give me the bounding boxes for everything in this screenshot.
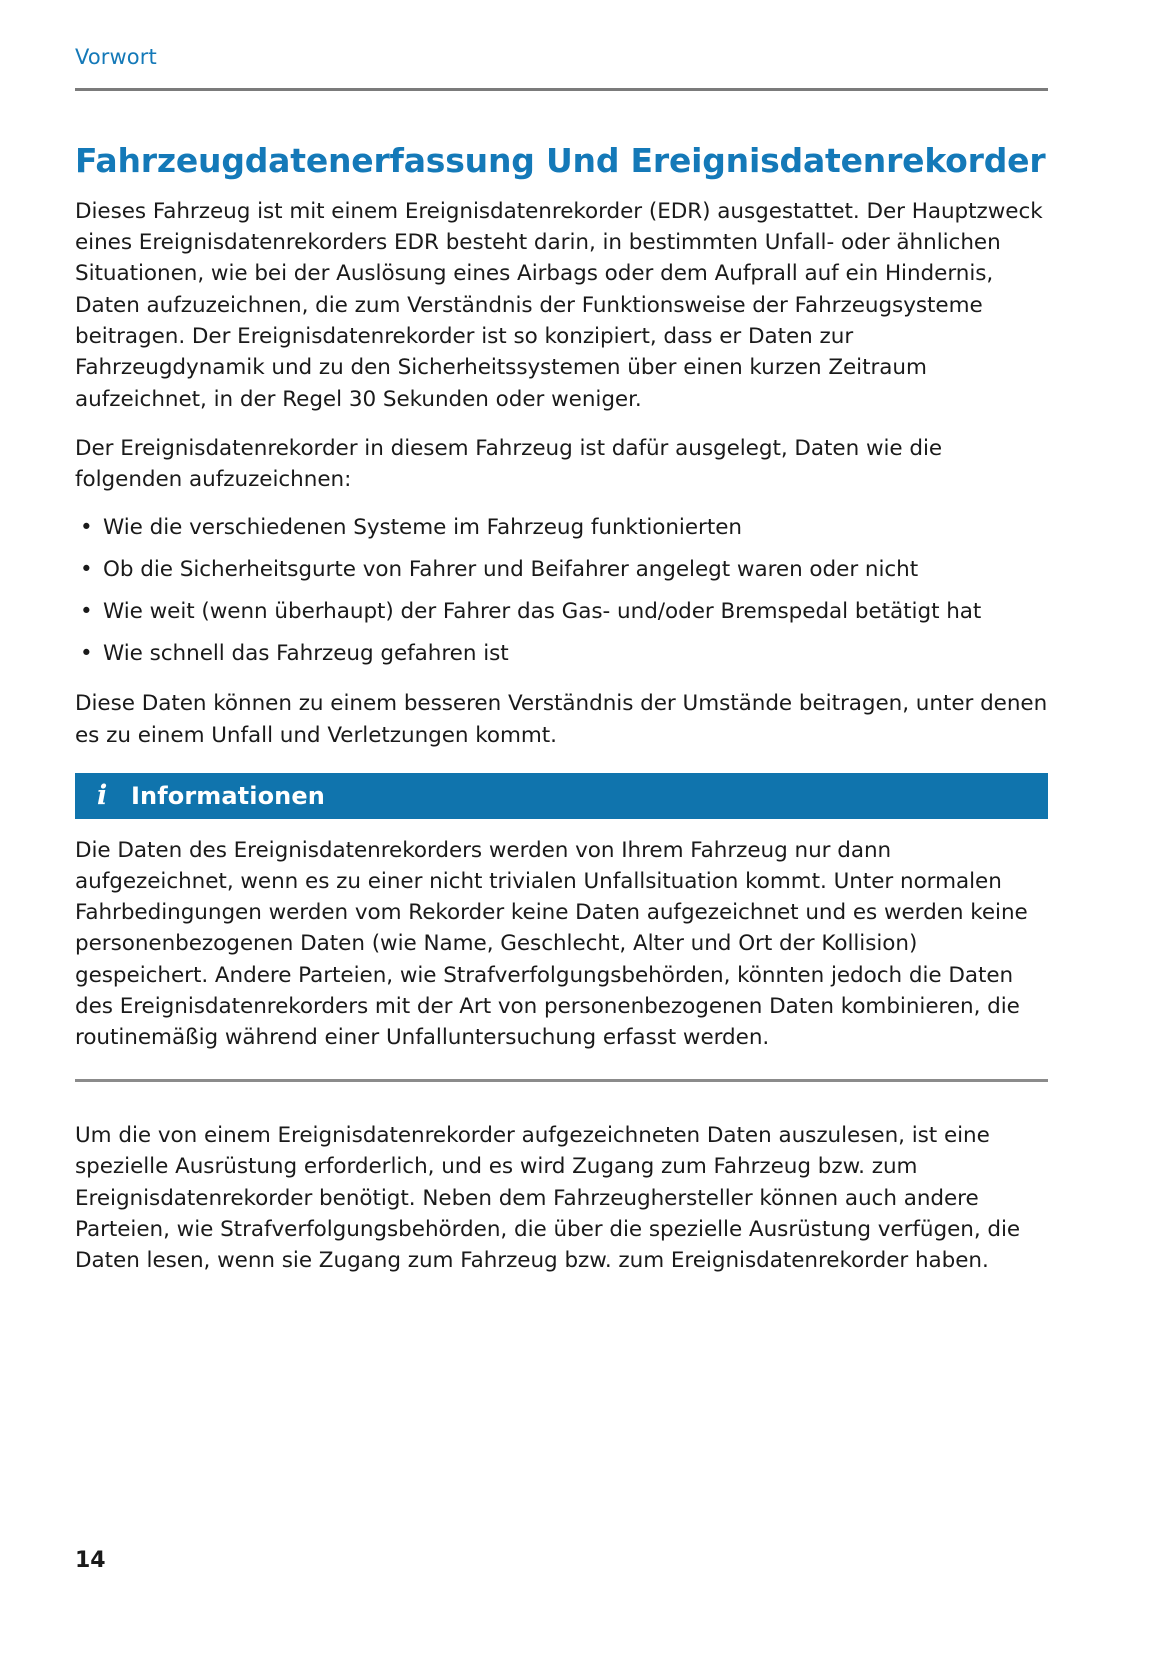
after-list-paragraph: Diese Daten können zu einem besseren Verständnis der Umstände beitragen, unter denen es zu einem Unfall und Verletzungen kommt. bbox=[75, 691, 1048, 748]
chapter-label: Vorwort bbox=[75, 45, 157, 69]
header-divider bbox=[75, 88, 1048, 91]
list-item-label: Wie die verschiedenen Systeme im Fahrzeug funktionierten bbox=[103, 515, 742, 541]
list-item bbox=[75, 513, 1048, 544]
info-box-header bbox=[75, 773, 1048, 819]
bullet-icon: • bbox=[80, 641, 93, 667]
list-item bbox=[75, 639, 1048, 670]
page-number: 14 bbox=[75, 1548, 106, 1573]
bullet-icon: • bbox=[80, 599, 93, 625]
running-header bbox=[75, 45, 1050, 70]
section-divider bbox=[75, 1079, 1048, 1082]
list-item-label: Wie weit (wenn überhaupt) der Fahrer das Gas- und/oder Bremspedal betätigt hat bbox=[103, 599, 982, 625]
info-box-title: Informationen bbox=[131, 781, 325, 810]
list-item-label: Ob die Sicherheitsgurte von Fahrer und Beifahrer angelegt waren oder nicht bbox=[103, 557, 919, 583]
list-item bbox=[75, 597, 1048, 628]
page-title: Fahrzeugdatenerfassung Und Ereignisdatenrekorder bbox=[75, 141, 1046, 180]
info-icon: i bbox=[97, 780, 108, 812]
list-item bbox=[75, 555, 1048, 586]
intro-paragraph: Dieses Fahrzeug ist mit einem Ereignisdatenrekorder (EDR) ausgestattet. Der Hauptzweck eines Ereignisdatenrekorders EDR besteht darin, in bestimmten Unfall- oder ähnlichen Situationen, wie bei der Auslösung eines Airbags oder dem Aufprall auf ein Hindernis, Daten aufzuzeichnen, die zum Verständnis der Funktionsweise der Fahrzeugsysteme beitragen. Der Ereignisdatenrekorder ist so konzipiert, dass er Daten zur Fahrzeugdynamik und zu den Sicherheitssystemen über einen kurzen Zeitraum aufzeichnet, in der Regel 30 Sekunden oder weniger. bbox=[75, 198, 1043, 412]
closing-block bbox=[75, 1120, 1048, 1276]
info-box-body bbox=[75, 835, 1048, 1053]
bullet-icon: • bbox=[80, 515, 93, 541]
page-content bbox=[75, 140, 1048, 1294]
closing-paragraph: Um die von einem Ereignisdatenrekorder aufgezeichneten Daten auszulesen, ist eine spezielle Ausrüstung erforderlich, und es wird Zugang zum Fahrzeug bzw. zum Ereignisdatenrekorder benötigt. Neben dem Fahrzeughersteller können auch andere Parteien, wie Strafverfolgungsbehörden, die über die spezielle Ausrüstung verfügen, die Daten lesen, wenn sie Zugang zum Fahrzeug bzw. zum Ereignisdatenrekorder haben. bbox=[75, 1123, 1021, 1274]
bullet-icon: • bbox=[80, 557, 93, 583]
list-item-label: Wie schnell das Fahrzeug gefahren ist bbox=[103, 641, 509, 667]
info-box-text: Die Daten des Ereignisdatenrekorders werden von Ihrem Fahrzeug nur dann aufgezeichnet, wenn es zu einer nicht trivialen Unfallsituation kommt. Unter normalen Fahrbedingungen werden vom Rekorder keine Daten aufgezeichnet und es werden keine personenbezogenen Daten (wie Name, Geschlecht, Alter und Ort der Kollision) gespeichert. Andere Parteien, wie Strafverfolgungsbehörden, könnten jedoch die Daten des Ereignisdatenrekorders mit der Art von personenbezogenen Daten kombinieren, die routinemäßig während einer Unfalluntersuchung erfasst werden. bbox=[75, 837, 1028, 1050]
list-lead-in-paragraph: Der Ereignisdatenrekorder in diesem Fahrzeug ist dafür ausgelegt, Daten wie die folgenden aufzuzeichnen: bbox=[75, 435, 943, 493]
recorded-data-list bbox=[75, 513, 1048, 670]
